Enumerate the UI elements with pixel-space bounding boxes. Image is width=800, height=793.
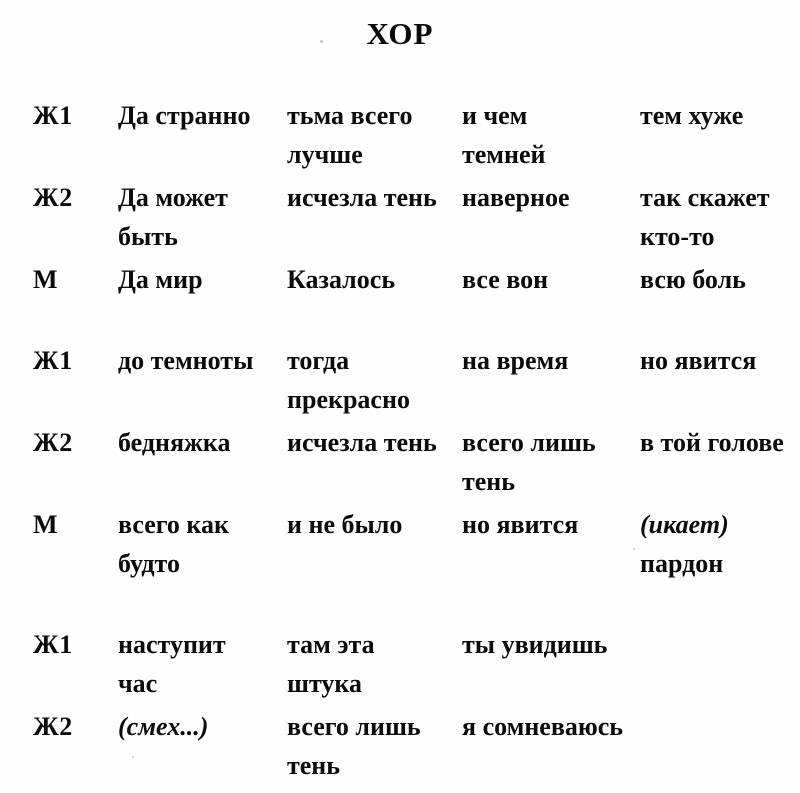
phrase-line: тень (287, 751, 341, 780)
phrase-line: исчезла тень (287, 428, 437, 457)
chorus-block (33, 625, 788, 785)
phrase-line: на время (462, 346, 569, 375)
phrase-cell (462, 707, 640, 746)
phrase-cell (287, 423, 462, 462)
phrase-line: там эта (287, 630, 375, 659)
phrase-line: Казалось (287, 265, 396, 294)
phrase-line: всю боль (640, 265, 746, 294)
phrase-cell (118, 260, 287, 299)
phrase-line: исчезла тень (287, 183, 437, 212)
phrase-line: и чем (462, 101, 528, 130)
phrase-line: тень (462, 467, 516, 496)
phrase-cell (462, 178, 640, 217)
phrase-line: так скажет (640, 183, 770, 212)
chorus-row (33, 96, 788, 174)
scan-speck (320, 40, 323, 43)
phrase-cell (462, 260, 640, 299)
phrase-line: будто (118, 549, 180, 578)
speaker-label: Ж2 (33, 183, 73, 212)
phrase-line: я сомневаюсь (462, 712, 624, 741)
phrase-cell (287, 178, 462, 217)
phrase-cell (287, 707, 462, 785)
chorus-row (33, 423, 788, 501)
speaker-label: Ж1 (33, 630, 73, 659)
phrase-cell (118, 341, 287, 380)
phrase-line: всего как (118, 510, 229, 539)
phrase-line: прекрасно (287, 385, 410, 414)
phrase-line: наверное (462, 183, 570, 212)
phrase-line: Да может (118, 183, 228, 212)
phrase-cell (287, 625, 462, 703)
phrase-cell (118, 423, 287, 462)
phrase-line: Да мир (118, 265, 203, 294)
chorus-row (33, 505, 788, 583)
phrase-cell (118, 178, 287, 256)
phrase-line: бедняжка (118, 428, 231, 457)
speaker-label: Ж1 (33, 346, 73, 375)
phrase-cell (462, 96, 640, 174)
phrase-line: пардон (640, 549, 724, 578)
speaker-label: Ж1 (33, 101, 73, 130)
phrase-cell (640, 178, 788, 256)
phrase-cell (118, 96, 287, 135)
phrase-cell (287, 505, 462, 544)
phrase-line: час (118, 669, 158, 698)
chorus-row (33, 178, 788, 256)
phrase-line: в той голове (640, 428, 784, 457)
chorus-row (33, 707, 788, 785)
phrase-cell (118, 707, 287, 746)
phrase-cell (287, 260, 462, 299)
phrase-line: штука (287, 669, 362, 698)
phrase-line: всего лишь (287, 712, 421, 741)
phrase-line: все вон (462, 265, 549, 294)
phrase-line: лучше (287, 140, 363, 169)
phrase-line: до темноты (118, 346, 254, 375)
phrase-line: всего лишь (462, 428, 596, 457)
phrase-cell (640, 260, 788, 299)
chorus-row (33, 341, 788, 419)
phrase-cell (462, 423, 640, 501)
phrase-line: ты увидишь (462, 630, 608, 659)
phrase-line: но явится (462, 510, 579, 539)
phrase-line: (смех...) (118, 712, 209, 741)
phrase-line: наступит (118, 630, 226, 659)
phrase-cell (287, 96, 462, 174)
chorus-table (0, 96, 800, 785)
page-title: ХОР (366, 16, 434, 51)
speaker-label: М (33, 510, 59, 539)
chorus-block (33, 96, 788, 299)
chorus-row (33, 260, 788, 299)
chorus-block (33, 341, 788, 583)
phrase-line: тьма всего (287, 101, 413, 130)
phrase-cell (640, 341, 788, 380)
scan-speck (132, 756, 134, 758)
speaker-label: М (33, 265, 59, 294)
phrase-line: (икает) (640, 510, 729, 539)
phrase-line: и не было (287, 510, 403, 539)
phrase-line: Да странно (118, 101, 251, 130)
phrase-cell (640, 423, 788, 462)
phrase-cell (462, 505, 640, 544)
phrase-cell (462, 625, 640, 664)
phrase-line: тогда (287, 346, 350, 375)
phrase-cell (287, 341, 462, 419)
phrase-line: но явится (640, 346, 757, 375)
speaker-label: Ж2 (33, 712, 73, 741)
phrase-line: быть (118, 222, 178, 251)
phrase-line: тем хуже (640, 101, 744, 130)
phrase-line: темней (462, 140, 546, 169)
scan-speck (633, 548, 635, 550)
phrase-cell (640, 96, 788, 135)
phrase-cell (640, 505, 788, 583)
phrase-cell (462, 341, 640, 380)
speaker-label: Ж2 (33, 428, 73, 457)
chorus-row (33, 625, 788, 703)
phrase-cell (118, 505, 287, 583)
phrase-cell (118, 625, 287, 703)
phrase-line: кто-то (640, 222, 715, 251)
